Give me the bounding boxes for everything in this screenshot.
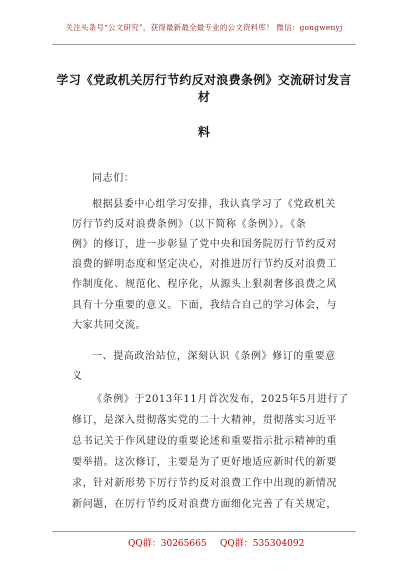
paragraph-line: 具有十分重要的意义。下面，我结合自己的学习体会，与 [72, 300, 337, 311]
paragraph-line: 修订，是深入贯彻落实党的二十大精神，贯彻落实习近平 [72, 415, 337, 426]
section-heading: 一、提高政治站位，深刻认识《条例》修订的重要意 [92, 351, 336, 362]
footer-divider [52, 531, 356, 532]
paragraph-line: 大家共同交流。 [72, 320, 147, 331]
document-title-line2: 料 [197, 125, 211, 139]
paragraph-line: 要举措。这次修订，主要是为了更好地适应新时代的新要 [72, 457, 337, 468]
header-divider [52, 44, 356, 45]
paragraph-line: 求，针对新形势下厉行节约反对浪费工作中出现的新情况 [72, 478, 337, 489]
footer-qq-group-2: QQ群：535304092 [220, 539, 305, 549]
paragraph-line: 《条例》于2013年11月首次发布，2025年5月进行了 [92, 394, 349, 405]
paragraph-line: 作制度化、规范化、程序化，从源头上狠刹奢侈浪费之风 [72, 279, 337, 290]
paragraph-line: 例》的修订，进一步彰显了党中央和国务院厉行节约反对 [72, 239, 337, 250]
section-heading-continued: 义 [72, 371, 83, 382]
paragraph-line: 浪费的鲜明态度和坚定决心，对推进厉行节约反对浪费工 [72, 259, 337, 270]
footer-qq-group-1: QQ群：30265665 [128, 539, 207, 549]
paragraph-line: 根据县委中心组学习安排，我认真学习了《党政机关 [92, 199, 336, 210]
paragraph-line: 厉行节约反对浪费条例》（以下简称《条例》）。《条 [72, 219, 307, 230]
paragraph-line: 新问题，在厉行节约反对浪费方面细化完善了有关规定， [72, 499, 337, 510]
salutation: 同志们： [92, 173, 135, 184]
document-title-line1: 学习《党政机关厉行节约反对浪费条例》交流研讨发言材 [56, 73, 352, 104]
paragraph-line: 总书记关于作风建设的重要论述和重要指示批示精神的重 [72, 436, 337, 447]
header-note: 关注头条号“公文研究”，获得最新最全最专业的公文资料库！ 微信：gongwenyj [65, 23, 343, 32]
